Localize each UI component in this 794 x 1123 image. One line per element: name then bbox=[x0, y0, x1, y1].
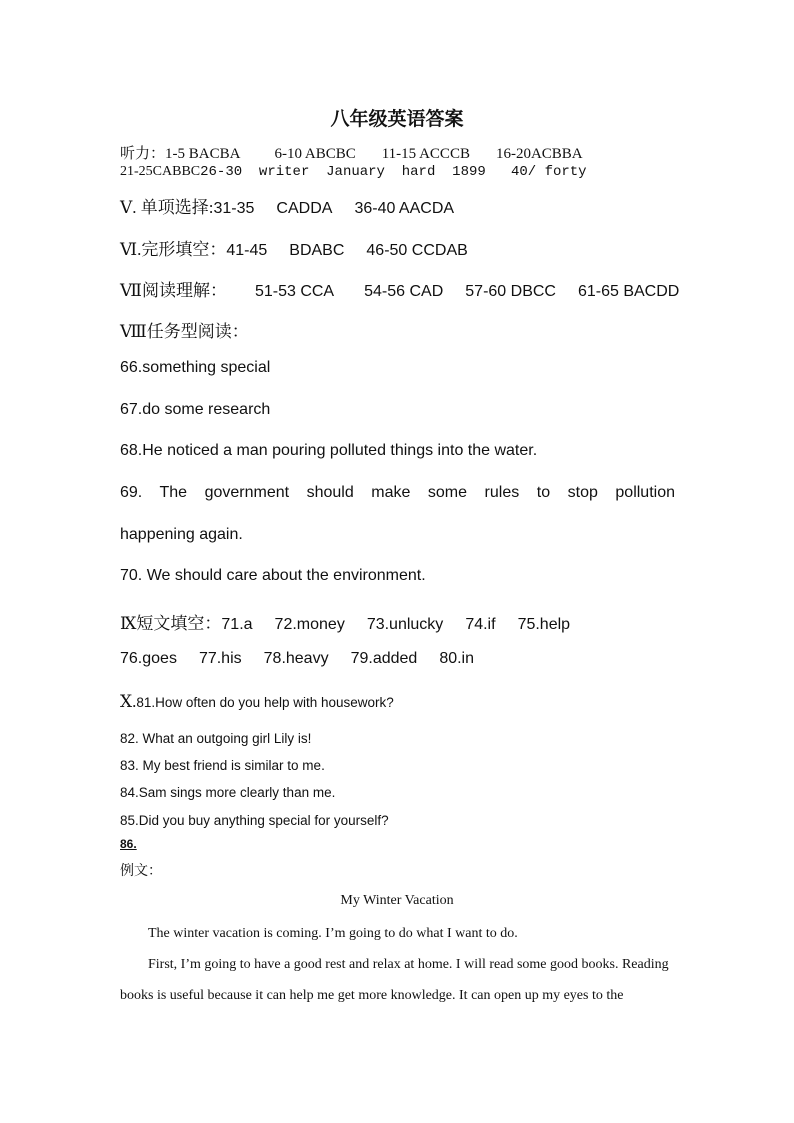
section-10-line-81 bbox=[120, 692, 394, 712]
answer-67: 67.do some research bbox=[120, 401, 271, 418]
section-7-answers-1: 51-53 CCA bbox=[254, 283, 335, 300]
section-6-answers-2: 46-50 CCDAB bbox=[366, 242, 468, 259]
section-6-range-1: 41-45 bbox=[226, 242, 268, 259]
section-5-label: Ⅴ. 单项选择: bbox=[120, 198, 214, 217]
answer-82: 82. What an outgoing girl Lily is! bbox=[120, 731, 312, 746]
answer-77: 77.his bbox=[198, 650, 242, 667]
essay-title: My Winter Vacation bbox=[340, 893, 454, 908]
answer-83: 83. My best friend is similar to me. bbox=[120, 758, 325, 773]
section-5-answers-2: 36-40 AACDA bbox=[354, 200, 455, 217]
listening-group-4: 16-20ACBBA bbox=[495, 146, 583, 162]
answer-81: 81.How often do you help with housework? bbox=[136, 695, 394, 710]
answer-76: 76.goes bbox=[120, 650, 177, 667]
listening-group-2: 6-10 ABCBC bbox=[274, 146, 356, 162]
listening-group-5: 21-25CABBC bbox=[120, 164, 201, 179]
answer-72: 72.money bbox=[274, 616, 345, 633]
section-6 bbox=[120, 235, 468, 260]
answer-66: 66.something special bbox=[120, 359, 271, 376]
listening-group-6: 26-30 writer January hard 1899 40/ forty bbox=[200, 164, 587, 180]
answer-84: 84.Sam sings more clearly than me. bbox=[120, 785, 336, 800]
section-9-label: Ⅸ短文填空： bbox=[120, 614, 222, 633]
answer-86-label: 86. bbox=[120, 837, 137, 851]
listening-line-2 bbox=[120, 164, 587, 180]
section-10-label: Ⅹ. bbox=[120, 692, 137, 711]
answer-70: 70. We should care about the environment. bbox=[120, 567, 426, 584]
section-7-answers-2: 54-56 CAD bbox=[364, 283, 444, 300]
section-6-label: Ⅵ.完形填空： bbox=[120, 240, 227, 259]
answer-68: 68.He noticed a man pouring polluted things into the water. bbox=[120, 442, 538, 459]
section-7-answers-4: 61-65 BACDD bbox=[577, 283, 680, 300]
listening-group-3: 11-15 ACCCB bbox=[381, 146, 470, 162]
essay-paragraph-2-line-2: books is useful because it can help me get more knowledge. It can open up my eyes to the bbox=[120, 988, 624, 1003]
section-7-answers-3: 57-60 DBCC bbox=[465, 283, 556, 300]
section-5-range-1: 31-35 bbox=[213, 200, 255, 217]
answer-71: 71.a bbox=[221, 616, 253, 633]
section-9-line-1 bbox=[120, 609, 570, 634]
listening-label: 听力： bbox=[120, 146, 166, 162]
answer-78: 78.heavy bbox=[263, 650, 329, 667]
listening-line-1 bbox=[120, 142, 583, 163]
answer-69-line-2: happening again. bbox=[120, 526, 243, 543]
answer-80: 80.in bbox=[439, 650, 475, 667]
answer-69-line-1: 69. The government should make some rules to stop pollution bbox=[120, 484, 675, 501]
section-8-label: Ⅷ任务型阅读： bbox=[120, 322, 249, 341]
answer-75: 75.help bbox=[517, 616, 571, 633]
essay-paragraph-2-line-1: First, I’m going to have a good rest and relax at home. I will read some good books. Reading bbox=[148, 957, 669, 972]
sample-essay-label: 例文： bbox=[120, 864, 162, 879]
answer-85: 85.Did you buy anything special for yourself? bbox=[120, 813, 389, 828]
page-title: 八年级英语答案 bbox=[330, 108, 464, 130]
section-6-answers-1: BDABC bbox=[289, 242, 345, 259]
section-5-answers-1: CADDA bbox=[276, 200, 333, 217]
section-9-line-2 bbox=[120, 650, 474, 668]
listening-group-1: 1-5 BACBA bbox=[165, 146, 241, 162]
answer-79: 79.added bbox=[350, 650, 418, 667]
answer-73: 73.unlucky bbox=[366, 616, 444, 633]
section-5 bbox=[120, 193, 454, 218]
section-7-label: Ⅶ阅读理解： bbox=[120, 281, 227, 300]
answer-74: 74.if bbox=[465, 616, 496, 633]
section-7 bbox=[120, 276, 679, 301]
essay-paragraph-1: The winter vacation is coming. I’m going to do what I want to do. bbox=[148, 926, 518, 941]
